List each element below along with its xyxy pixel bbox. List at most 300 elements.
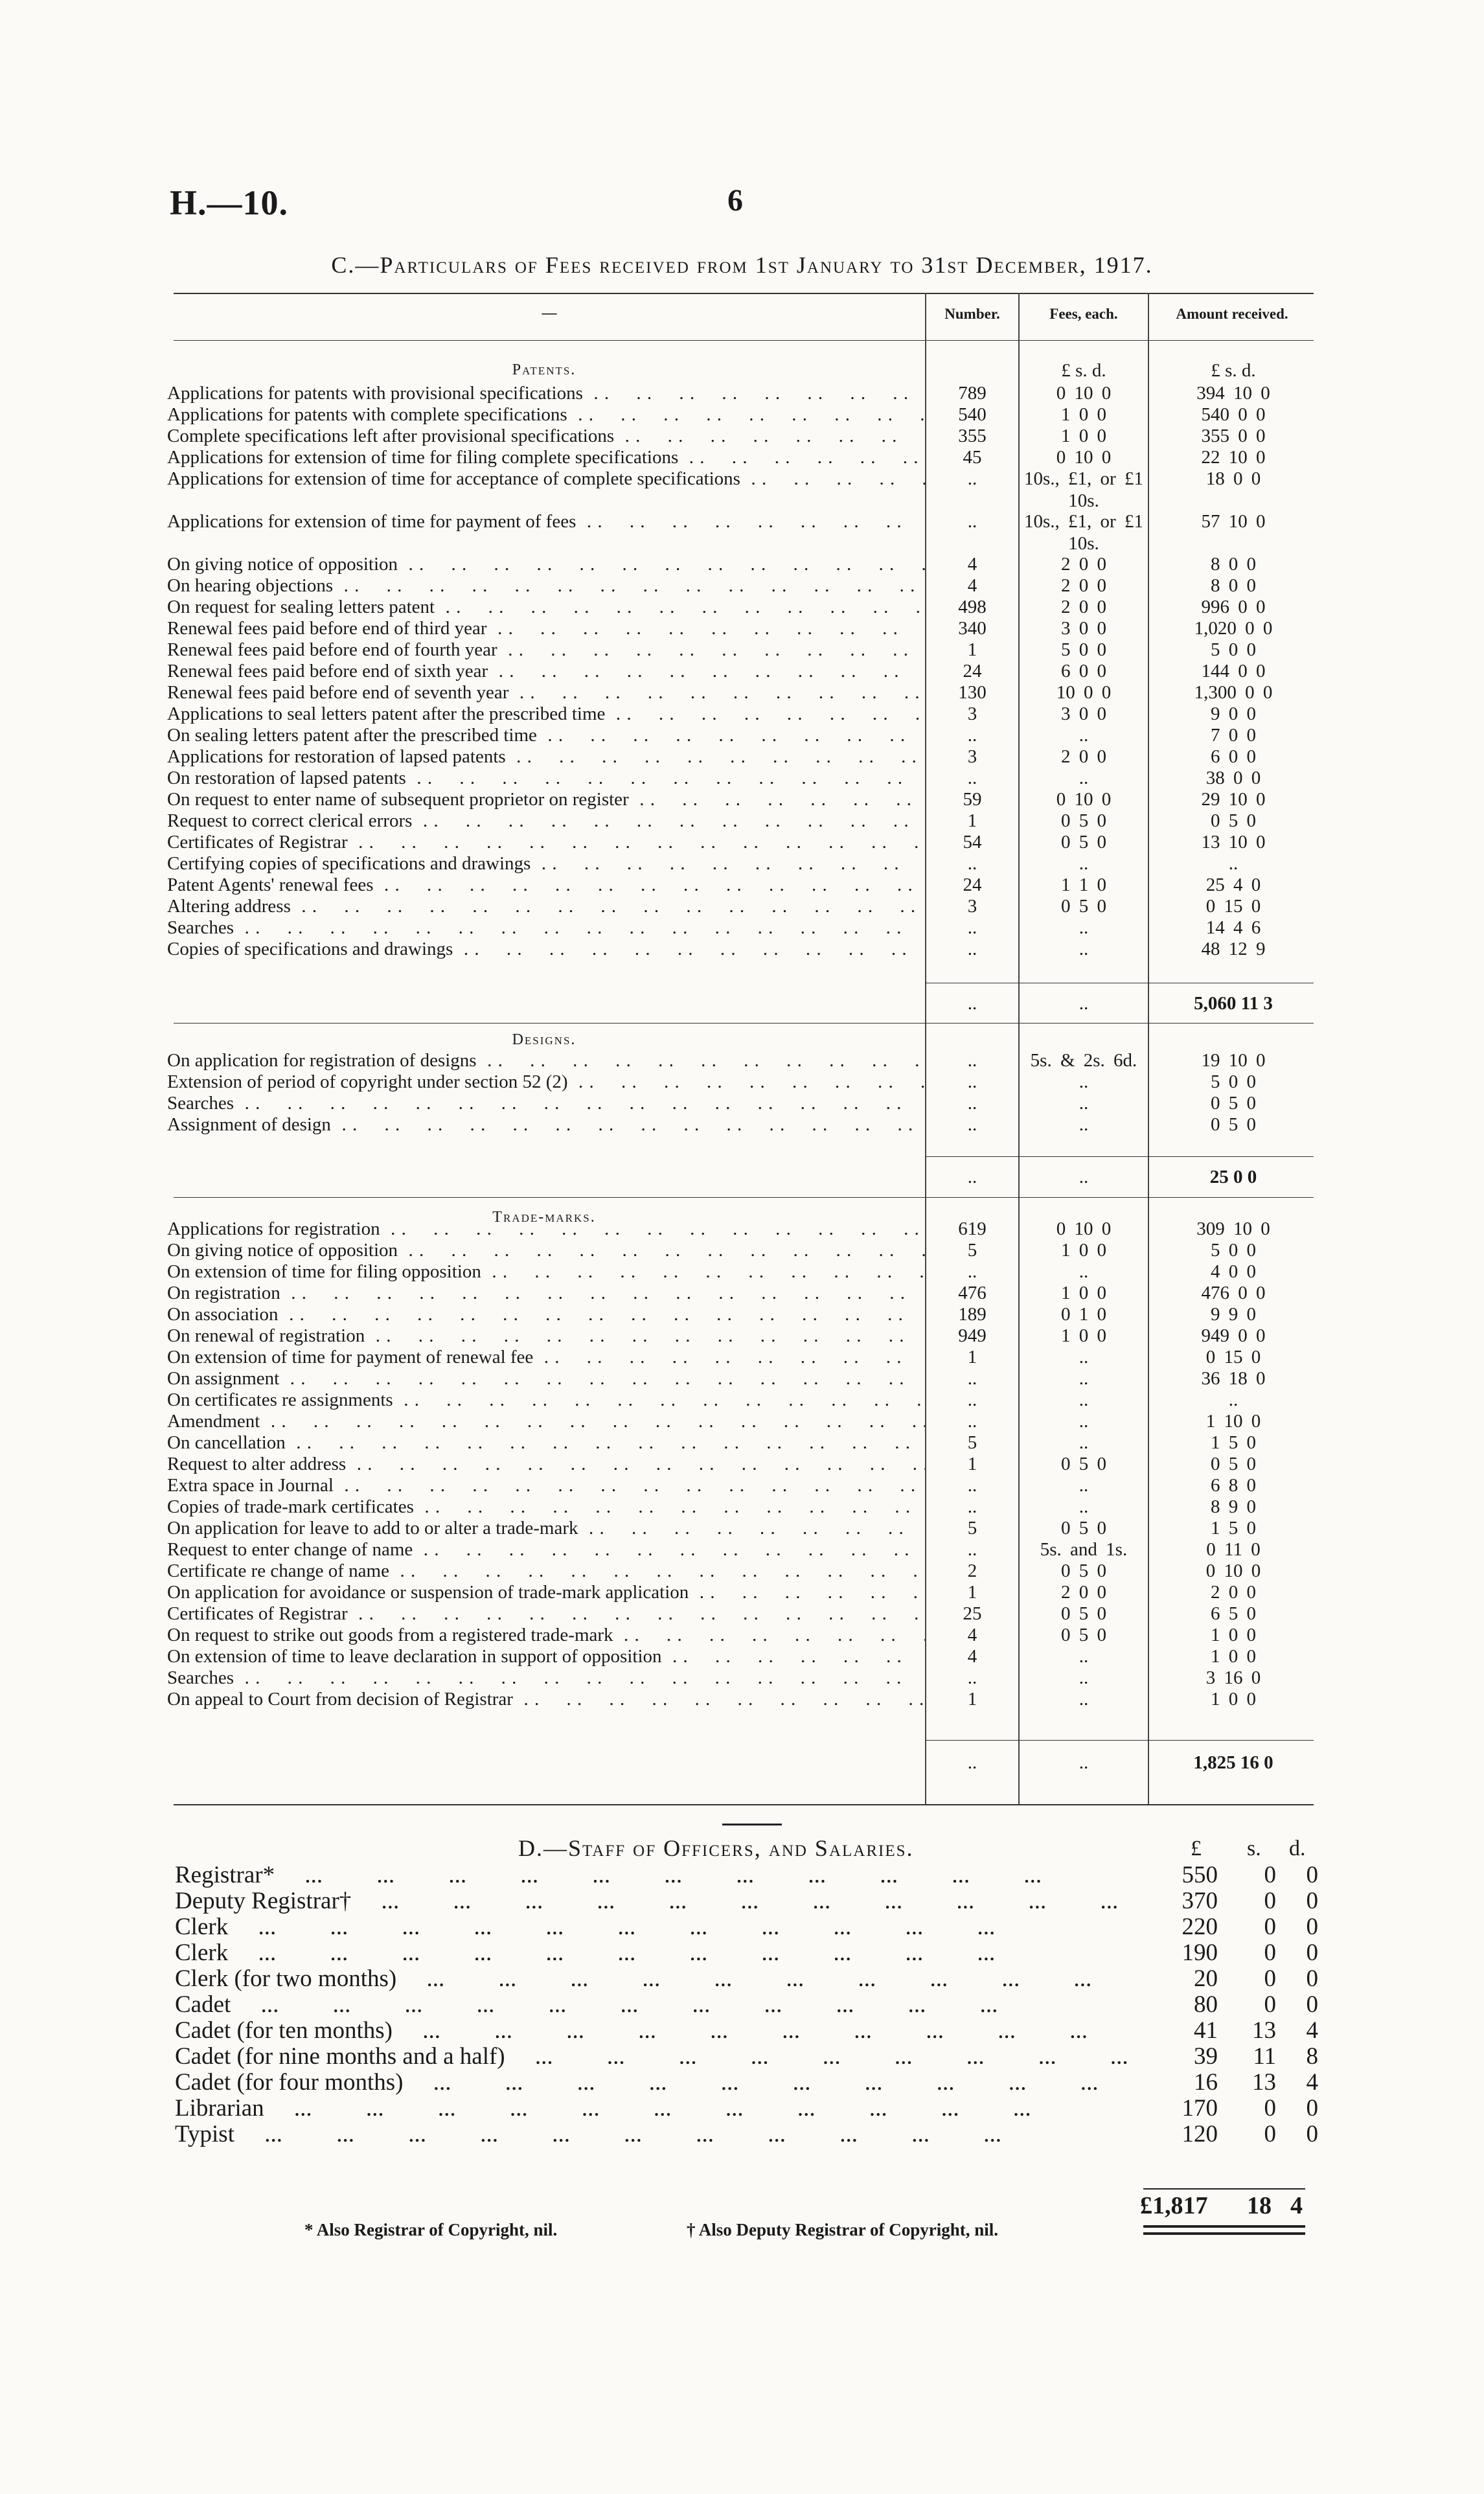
salary-row [175,2044,1321,2070]
row-number: .. [967,768,977,788]
row-fee: .. [1079,1475,1089,1496]
salary-label: Cadet (for four months) ... [175,2070,1134,2096]
row-fee: .. [1079,1411,1089,1432]
table-row [167,1239,1314,1261]
row-amount: 0 15 0 [1205,1347,1261,1367]
row-number: 1 [967,1347,977,1367]
row-number: 5 [967,1432,977,1453]
row-label: Extra space in Journal . . [167,1474,925,1496]
table-row [167,874,1314,896]
footnote-registrar: * Also Registrar of Copyright, nil. [304,2220,558,2239]
salary-pounds: 220 [1181,1914,1218,1940]
salary-pounds: 41 [1194,2017,1218,2044]
table-row [167,446,1314,468]
row-fee: 0 5 0 [1061,1518,1106,1539]
row-label: Assignment of design . . [167,1114,925,1136]
row-amount: 25 4 0 [1205,875,1261,895]
table-row [167,1432,1314,1454]
page-reference: H.—10. [170,183,289,222]
row-label: Applications for patents with provisional specifications . . [167,382,925,404]
trademarks-total-number: .. [967,1752,977,1773]
salary-row [175,2122,1321,2147]
row-number: 619 [958,1218,987,1239]
row-amount: 9 9 0 [1211,1304,1256,1325]
row-amount: 1 5 0 [1211,1432,1256,1453]
salary-label: Registrar* ... [175,1862,1134,1888]
table-row [167,788,1314,810]
row-fee: 2 0 0 [1061,1582,1106,1603]
salary-shillings: 0 [1264,1862,1276,1888]
row-amount: 1 0 0 [1211,1625,1256,1645]
table-row [167,575,1314,597]
table-row [167,810,1314,832]
row-number: 5 [967,1240,977,1261]
pounds-header: £ [1191,1836,1202,1860]
salary-row [175,1966,1321,1992]
row-fee: .. [1079,1114,1089,1135]
row-amount: 48 12 9 [1201,939,1266,959]
row-amount: 1 0 0 [1211,1646,1256,1667]
row-fee: 2 0 0 [1061,575,1106,596]
row-label: Complete specifications left after provisional specifications . . [167,425,925,447]
section-separator [722,1824,782,1825]
table-row [167,1624,1314,1646]
row-number: 4 [967,1625,977,1645]
row-number: 4 [967,554,977,575]
row-number: 1 [967,1582,977,1603]
row-amount: 36 18 0 [1201,1368,1266,1389]
table-row [167,703,1314,725]
row-label: Certificate re change of name . . [167,1560,925,1582]
row-label: On application for avoidance or suspension of trade-mark application . . [167,1581,925,1603]
designs-total-row [167,1166,1314,1188]
salary-pence: 4 [1306,2069,1318,2096]
row-label: Searches . . [167,1667,925,1689]
row-number: 5 [967,1518,977,1539]
row-number: .. [967,1496,977,1517]
row-label: Patent Agents' renewal fees . . [167,874,925,896]
salary-pence: 0 [1306,1914,1318,1940]
salary-row [175,1914,1321,1940]
salary-label: Cadet ... [175,1992,1134,2018]
row-number: 1 [967,639,977,660]
row-label: On sealing letters patent after the prescribed time . . [167,724,925,746]
row-fee: 1 0 0 [1061,1325,1106,1346]
salary-pounds: 80 [1194,1991,1218,2018]
row-amount: 996 0 0 [1201,597,1266,617]
row-number: .. [967,1539,977,1560]
salary-row [175,2096,1321,2122]
row-number: 3 [967,746,977,767]
row-number: 24 [963,661,982,681]
row-number: 54 [963,832,982,852]
table-row [167,1282,1314,1304]
table-row [167,1688,1314,1710]
row-label: On application for registration of designs . . [167,1049,925,1071]
row-number: 1 [967,1689,977,1710]
row-amount: 0 11 0 [1206,1539,1261,1560]
salary-pence: 0 [1306,2095,1318,2122]
row-number: 355 [958,426,987,446]
row-label: Renewal fees paid before end of sixth year . . [167,660,925,682]
salary-shillings: 0 [1264,1914,1276,1940]
row-number: 540 [958,404,987,425]
row-fee: 0 5 0 [1061,1625,1106,1645]
row-number: .. [967,853,977,874]
row-amount: .. [1228,853,1239,874]
trademarks-heading: Trade-marks. [492,1209,596,1226]
salary-label: Clerk ... [175,1940,1134,1966]
row-number: .. [967,1411,977,1432]
row-number: .. [967,1475,977,1496]
row-amount: 6 5 0 [1211,1603,1256,1624]
row-fee: 3 0 0 [1061,618,1106,639]
row-fee: 0 10 0 [1056,383,1112,404]
row-number: 476 [958,1283,987,1303]
row-amount: 2 0 0 [1211,1582,1256,1603]
row-number: 340 [958,618,987,639]
salary-shillings: 0 [1264,1991,1276,2018]
patents-total-fee: .. [1079,993,1089,1014]
salary-row [175,1940,1321,1966]
row-label: On renewal of registration . . [167,1325,925,1347]
designs-heading: Designs. [512,1031,576,1048]
row-fee: 1 1 0 [1061,875,1106,895]
row-number: 59 [963,789,982,810]
salary-label: Typist ... [175,2122,1134,2147]
table-row [167,1474,1314,1496]
table-row [167,1303,1314,1325]
section-c-title: C.—Particulars of Fees received from 1st January to 31st December, 1917. [331,252,1153,278]
row-fee: 10s., £1, or £1 10s. [1024,511,1143,554]
row-fee: .. [1079,1646,1089,1667]
row-number: 25 [963,1603,982,1624]
row-number: 130 [958,682,987,703]
row-fee: .. [1079,1689,1089,1710]
row-fee: .. [1079,1496,1089,1517]
table-row [167,1325,1314,1347]
row-amount: 18 0 0 [1205,468,1261,489]
row-amount: 57 10 0 [1201,511,1266,532]
footnote-deputy: † Also Deputy Registrar of Copyright, nil. [687,2220,999,2239]
table-row [167,382,1314,404]
row-amount: 5 0 0 [1211,1071,1256,1092]
table-row [167,1261,1314,1283]
row-label: Renewal fees paid before end of fourth year . . [167,639,925,661]
shillings-header: s. [1247,1836,1261,1860]
salary-label: Clerk (for two months) ... [175,1966,1134,1992]
row-fee: .. [1079,1432,1089,1453]
row-amount: .. [1228,1390,1239,1410]
row-number: 4 [967,575,977,596]
table-row [167,1496,1314,1518]
patents-total-number: .. [967,993,977,1014]
salary-pounds: 550 [1181,1862,1218,1888]
row-fee: 6 0 0 [1061,661,1106,681]
table-row [167,1218,1314,1240]
row-fee: .. [1079,1667,1089,1688]
row-amount: 1,300 0 0 [1194,682,1273,703]
row-amount: 144 0 0 [1201,661,1266,681]
table-row [167,660,1314,682]
row-number: .. [967,917,977,938]
salary-total-pence: 4 [1290,2192,1303,2219]
row-number: .. [967,1114,977,1135]
row-fee: .. [1079,768,1089,788]
row-label: Certificates of Registrar . . [167,831,925,853]
row-number: .. [967,1261,977,1282]
row-amount: 540 0 0 [1201,404,1266,425]
row-label: On request to enter name of subsequent proprietor on register . . [167,788,925,810]
salary-pence: 8 [1306,2043,1318,2070]
salary-pounds: 190 [1181,1939,1218,1966]
row-fee: 0 5 0 [1061,832,1106,852]
row-label: Request to correct clerical errors . . [167,810,925,832]
row-amount: 0 5 0 [1211,1454,1256,1474]
row-label: Searches . . [167,917,925,939]
table-bottom-rule [174,1804,1314,1805]
table-row [167,510,1314,555]
row-fee: .. [1079,1093,1089,1114]
row-label: Certifying copies of specifications and drawings . . [167,852,925,875]
row-fee: 10s., £1, or £1 10s. [1024,468,1143,511]
salary-total-shillings: 18 [1247,2192,1272,2219]
salary-label: Cadet (for nine months and a half) ... [175,2044,1134,2070]
salary-pounds: 370 [1181,1888,1218,1914]
row-amount: 14 4 6 [1205,917,1261,938]
trademarks-total-amount: 1,825 16 0 [1193,1752,1273,1773]
table-row [167,1603,1314,1625]
salary-pounds: 170 [1181,2095,1218,2122]
row-number: .. [967,1390,977,1410]
table-row [167,746,1314,768]
table-row [167,767,1314,789]
row-fee: 1 0 0 [1061,426,1106,446]
row-fee: 1 0 0 [1061,404,1106,425]
row-amount: 22 10 0 [1201,447,1266,468]
salary-pence: 0 [1306,1965,1318,1992]
row-amount: 19 10 0 [1201,1050,1266,1071]
salary-shillings: 0 [1264,1888,1276,1914]
row-amount: 29 10 0 [1201,789,1266,810]
row-amount: 355 0 0 [1201,426,1266,446]
row-fee: .. [1079,1071,1089,1092]
row-fee: 3 0 0 [1061,704,1106,724]
row-number: 189 [958,1304,987,1325]
row-amount: 0 5 0 [1211,1093,1256,1114]
amount-units: £ s. d. [1211,360,1256,381]
row-fee: 10 0 0 [1056,682,1112,703]
salary-row [175,2018,1321,2044]
row-amount: 0 15 0 [1205,896,1261,917]
row-number: 498 [958,597,987,617]
row-number: 1 [967,810,977,831]
table-row [167,852,1314,875]
row-fee: .. [1079,1261,1089,1282]
table-row [167,1667,1314,1689]
row-label: On extension of time to leave declaration in support of opposition . . [167,1645,925,1667]
row-fee: .. [1079,725,1089,746]
salary-label: Deputy Registrar† ... [175,1888,1134,1914]
table-row [167,917,1314,939]
row-fee: 5 0 0 [1061,639,1106,660]
table-row [167,425,1314,447]
row-number: 4 [967,1646,977,1667]
salary-pence: 0 [1306,1862,1318,1888]
row-number: .. [967,1071,977,1092]
salary-label: Cadet (for ten months) ... [175,2018,1134,2044]
row-label: Altering address . . [167,895,925,917]
salary-label: Librarian ... [175,2096,1134,2122]
salary-shillings: 13 [1252,2017,1276,2044]
row-amount: 6 0 0 [1211,746,1256,767]
row-label: Request to enter change of name . . [167,1539,925,1561]
row-label: On request to strike out goods from a registered trade-mark . . [167,1624,925,1646]
row-number: .. [967,468,977,489]
table-row [167,1453,1314,1475]
row-label: On restoration of lapsed patents . . [167,767,925,789]
row-label: Applications for patents with complete specifications . . [167,404,925,426]
row-label: Applications for extension of time for payment of fees . . [167,510,925,532]
salary-shillings: 0 [1264,2095,1276,2122]
row-amount: 4 0 0 [1211,1261,1256,1282]
row-amount: 1,020 0 0 [1194,618,1273,639]
row-fee: 1 0 0 [1061,1240,1106,1261]
table-row [167,1560,1314,1582]
row-label: Certificates of Registrar . . [167,1603,925,1625]
row-label: Applications for registration . . [167,1218,925,1240]
table-row [167,938,1314,960]
row-label: On certificates re assignments . . [167,1389,925,1411]
row-label: Renewal fees paid before end of third year . . [167,617,925,639]
row-amount: 309 10 0 [1196,1218,1270,1239]
row-fee: .. [1079,917,1089,938]
row-label: On extension of time for filing opposition . . [167,1261,925,1283]
row-label: Copies of trade-mark certificates . . [167,1496,925,1518]
row-amount: 3 16 0 [1205,1667,1261,1688]
salary-row [175,1992,1321,2018]
table-row [167,1581,1314,1603]
row-fee: .. [1079,853,1089,874]
row-label: Applications to seal letters patent after the prescribed time . . [167,703,925,725]
salary-pounds: 20 [1194,1965,1218,1992]
row-fee: 5s. & 2s. 6d. [1030,1050,1137,1071]
row-number: 3 [967,896,977,917]
row-number: 949 [958,1325,987,1346]
page-number: 6 [727,183,743,218]
salary-shillings: 0 [1264,1939,1276,1966]
table-row [167,1092,1314,1114]
row-amount: 476 0 0 [1201,1283,1266,1303]
row-label: On appeal to Court from decision of Registrar . . [167,1688,925,1710]
row-fee: .. [1079,939,1089,959]
row-amount: 8 9 0 [1211,1496,1256,1517]
column-header-description: — [542,304,557,321]
salary-shillings: 0 [1264,2121,1276,2147]
row-fee: 0 10 0 [1056,447,1112,468]
salary-pence: 0 [1306,1888,1318,1914]
row-number: .. [967,1368,977,1389]
column-header-number: Number. [944,306,1000,322]
row-number: 24 [963,875,982,895]
row-label: On cancellation . . [167,1432,925,1454]
table-row [167,681,1314,704]
row-number: .. [967,1093,977,1114]
pence-header: d. [1289,1836,1306,1860]
designs-total-amount: 25 0 0 [1209,1167,1257,1187]
table-row [167,895,1314,917]
trademarks-rule [174,1197,1314,1198]
row-fee: 0 10 0 [1056,789,1112,810]
row-label: On hearing objections . . [167,575,925,597]
row-fee: 0 5 0 [1061,1561,1106,1581]
salary-pence: 0 [1306,1991,1318,2018]
salary-pounds: 16 [1194,2069,1218,2096]
designs-total-number: .. [967,1167,977,1187]
table-row [167,1114,1314,1136]
row-fee: 2 0 0 [1061,597,1106,617]
table-row [167,724,1314,746]
patents-total-row [167,992,1314,1014]
table-row [167,1367,1314,1390]
row-label: On association . . [167,1303,925,1325]
table-row [167,1389,1314,1411]
salary-total-pounds: £1,817 [1140,2192,1208,2219]
patents-total-amount: 5,060 11 3 [1194,993,1273,1014]
row-amount: 1 0 0 [1211,1689,1256,1710]
row-label: Amendment . . [167,1410,925,1432]
double-rule-bottom [1143,2232,1305,2235]
row-fee: 1 0 0 [1061,1283,1106,1303]
row-number: .. [967,1667,977,1688]
row-number: 3 [967,704,977,724]
row-number: 45 [963,447,982,468]
row-amount: 0 5 0 [1211,810,1256,831]
row-label: Applications for restoration of lapsed patents . . [167,746,925,768]
column-header-fees: Fees, each. [1049,306,1118,322]
row-number: .. [967,939,977,959]
row-number: .. [967,511,977,532]
row-label: Applications for extension of time for filing complete specifications . . [167,446,925,468]
row-amount: 13 10 0 [1201,832,1266,852]
row-label: On request for sealing letters patent . . [167,596,925,618]
row-label: Applications for extension of time for acceptance of complete specifications . . [167,468,925,490]
row-amount: 38 0 0 [1205,768,1261,788]
row-number: 2 [967,1561,977,1581]
row-amount: 1 10 0 [1205,1411,1261,1432]
salary-row [175,2070,1321,2096]
trademarks-subtotal-rule [925,1740,1314,1741]
row-fee: 2 0 0 [1061,554,1106,575]
salary-pence: 4 [1306,2017,1318,2044]
table-row [167,553,1314,575]
row-label: On assignment . . [167,1367,925,1390]
salary-label: Clerk ... [175,1914,1134,1940]
designs-total-fee: .. [1079,1167,1089,1187]
salary-total-rule [1143,2188,1305,2190]
row-number: .. [967,725,977,746]
column-header-amount: Amount received. [1176,306,1288,322]
row-fee: 0 5 0 [1061,810,1106,831]
table-row [167,617,1314,639]
trademarks-total-fee: .. [1079,1752,1089,1773]
row-amount: 949 0 0 [1201,1325,1266,1346]
row-amount: 0 10 0 [1205,1561,1261,1581]
trademarks-total-row [167,1752,1314,1774]
row-amount: 5 0 0 [1211,1240,1256,1261]
row-label: Renewal fees paid before end of seventh year . . [167,681,925,704]
patents-heading: Patents. [512,361,576,378]
